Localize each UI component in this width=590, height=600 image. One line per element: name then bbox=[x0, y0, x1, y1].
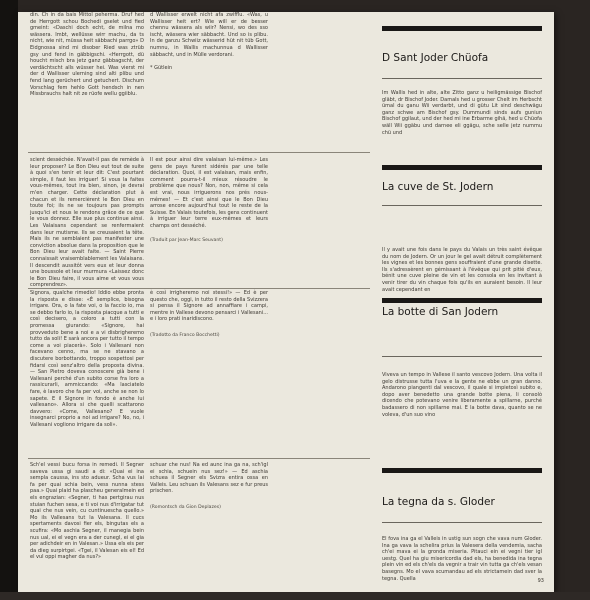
body-text-col3: El fova ina ga el Valleis in ustig sun sogn che vava num Gloder. Ina ga vava la schelira prius la Valesera della vendemia, sacha ch'ei mava ei la gronda miseria. Pitauci ein ei vegni tier igl uestg. Quel ha giu misericordia dad els, ha benedida ina tegna plein vin ed els ch'els da vegnir a trair vin tutta ga ch'els vesan basegns. Mo el vava scumandau ad els strictamein dad sver la tegna. Quella bbox=[382, 536, 542, 582]
section-title: D Sant Joder Chüofa bbox=[382, 52, 489, 64]
title-rule-thin bbox=[382, 78, 542, 79]
body-text-col2 bbox=[150, 290, 268, 340]
title-rule-thick bbox=[382, 26, 542, 31]
table-surface bbox=[0, 592, 590, 600]
paragraph: è così irrigheremo noi stessi!» — Ed è per questo che, oggi, in tutto il resto della Svizzera si pensa il Signore ad annaffiare i campi, mentre in Vallese devono pensarci i Vallesani... e i loro prati inaridiscono. bbox=[150, 290, 268, 323]
translator-credit: (Traduit par Jean-Marc Seuvant) bbox=[150, 237, 223, 243]
title-rule-thick bbox=[382, 298, 542, 303]
section-divider bbox=[28, 458, 370, 459]
body-text-col3: Viveva un tempo in Vallese il santo vescovo Jodern. Una volta il gelo distrusse tutta l'uva e la gente ne ebbe un gran danno. Andarono piangenti dal vescovo, il quale si impietosì subito e, dopo aver benedetto una grande botte piena, li consolò dicendo che potevano venire liberamente a spillarne, purché badassero di non spillarne mai. E la botte dava, quanto se ne voleva, d'un suo vino bbox=[382, 372, 542, 418]
title-rule-thin bbox=[382, 205, 542, 206]
section-title: La botte di San Jodern bbox=[382, 306, 499, 318]
book-page bbox=[18, 12, 554, 592]
section-italian bbox=[18, 290, 554, 458]
translator-credit: (Romontsch da Gion Deplazes) bbox=[150, 504, 221, 510]
section-title: La tegna da s. Gloder bbox=[382, 496, 495, 508]
title-rule-thin bbox=[382, 356, 542, 357]
section-french bbox=[18, 157, 554, 293]
section-divider bbox=[28, 152, 370, 153]
body-text-col1: Signora, qualche rimedio! Iddio ebbe pronta la risposta e disse: «È semplice, bisogna irrigare. Ora, o la fate voi, o la faccio io, ma se debbo farlo io, la risposta piacque a tutti e così decisero, a coloro a tutti con la promessa giurando: «Signore, hai provveduto bene a noi e a vi disbrigheremo tutto da soli! E sarà ancora per tutto il tempo come a voi piacerà». Solo i Vallesani non facevano cenno, ma se ne stavano a discutere borbottando, troppo sospettosi per fidarsi così senz'altro della proposta divina. — San Pietro doveva conoscere già bene i Vallesani perché d'un subito corse fra loro a rassicurarli, ammiccando: «Ma lasciatelo fare, è lavoro che fa per voi, anche se non lo sapete. E il Signore in fondo è anche lui vallesano». Allora si che quelli scattarono davvero: «Come, Vallesano? E vuole insegnarci proprio a noi ad irrigare? No, no, i Vallesani vogliono irrigare da soli». bbox=[30, 290, 144, 428]
title-rule-thick bbox=[382, 468, 542, 473]
section-divider bbox=[28, 288, 370, 289]
body-text-col2 bbox=[150, 462, 268, 512]
body-text-col1: scient desséchée. N'avait-il pas de remède à leur proposer? Le Bon Dieu eut tout de suite à quoi s'en tenir et leur dit: C'est pourtant simple, il faut les irriguer! Si vous la faites vous-mêmes, tout ira bien, sinon, je devrai m'en charger. Cette déclaration plut à chacun et ils remercièrent le Bon Dieu en toute foi; ils ne se toujours pas prompts jusqu'ici et nous le rendons grâce de ce que le vous donnez. Elle sue plus continue ainsi. Les Valaisans cependant se renfermaient dans leur mutisme. Ils se creusaient la tête. Mais ils ne semblaient pas manifester une conviction absolue dans la proposition que le Bon Dieu leur avait faite. — Saint Pierre connaissait vraisemblablement les Valaisans. Il descendit aussitôt vers eux et leur donna une boussole et leur murmura «Laissez donc le Bon Dieu faire, il vous aime et vous vous comprendrez». bbox=[30, 157, 144, 289]
body-text-col1: Sch'el vessi bucu forsa in remedi. Il Segner saveva ussa gi saudi a di: «Quai ei ina sempla caussa, ins sto adueur. Scha vus lai fa per quai schia bein, vess nunna stess paa.» Quai plaid ha plascheu generalmein ed els engrazian: «Segner, ti has pertgirau nus stuian fuchen sesa, e ti voi nus d'irrigatar tut quai che nus vein, cu cuntinuescha quello.» Mo ils Vallesans tut la Valesana. Il cucs spertaments davosi fier els, bingutas els a scufira: «Mo aschia Segner, il manegia bein nus ual, ei el vegn era a der cunegl, ei el gia per adichdeir en in Valesan.» Ussa els eis per da dieg surpirtgei. «Tgei, il Valesan eis el! Ed el vul oppi magher da nus?» bbox=[30, 462, 144, 561]
body-text-col2: d Wallisser erwelt nicht afa zwifflu. «Was, u Wallisser heit ert? Wie will er de besser chennu wässera als wiir? Nensi, wo des sso ischt, wässera wier säbbacht. Und so is plibu. In de ganzu Schwiiz wässerid hüt nit tüb Gott, numnu, in Wallis machunnua d Wallisser säbbacht, und in Mülle verdorani. * Gütlein bbox=[150, 12, 268, 71]
body-text-col3: Il y avait une fois dans le pays du Valais un très saint évêque du nom de Jodern. Or un jour le gel avait détruit complètement les vignes et les bonnes gens souffraient d'une grande disette. Ils s'adressèrent en gémissant à l'évêque qui prit pitié d'eux, bénit une cuve pleine de vin et les consola en les invitant à venir tirer du vin chaque fois qu'ils en auraient besoin. Il leur avait cependant en bbox=[382, 247, 542, 293]
paragraph: Il est pour ainsi dire valaisan lui-même.» Les gens de pays furent sidérés par une telle déclaration. Quoi, il est valaisan, mais enfin, comment pourra-t-il mieux résoudre le problème que nous? Non, non, même si cela est vrai, nous irriguerons nos prés nous-mêmes! — Et c'est ainsi que le Bon Dieu arrose encore aujourd'hui tout le reste de la Suisse. En Valais toutefois, les gens continuent à irriguer leur terre eux-mêmes et leurs champs ont desséché. bbox=[150, 157, 268, 229]
page-number: 93 bbox=[537, 578, 544, 584]
body-text-col1: din. Ch in da bais Mittol peherma. Druf hed de Herrgott schou Bochedi gselet und fied gmeint: «Daschi doch echt, de milna mo wässera. Imbt, wellüsse wirr machu, da ts nicht, wie nit, müssa heit säbbachi parrgo» D Eidgnossa sind mi disober Ried was ztrüb gsy und fend in gäbbigschi. «Herrgott, dü houcht misch bra jetz ganz gäbbagscht, der verdächtscht alls wüsser hei. Was vierst mi der d Wallisser ulerning sind alti plibu und fend lang gerüchert und getuchert. Dischum Vorschlag fem hehlo Gott hendsch in nen Missbrauchs halt nit ze rüofe wellu ggiiblu. bbox=[30, 12, 144, 98]
book-spine-shadow bbox=[0, 0, 18, 600]
section-title: La cuve de St. Jodern bbox=[382, 181, 494, 193]
body-text-col3: Im Wallis hed in alte, alte Zitto ganz u heiligmässige Bischof gläbt, dr Bischof Joder. Damals hed u grosser Chelt im Herbscht ümal du ganu Wii verdarbt, und di gütu Lit sind deschwägu ganz schwe am Bischof gsy. Dummundi sinds aufs guniun Bischof ggilaut, und der hed mi ine Erbarme gihä, hed u Chüofa wäll Wii ggäbu und darnee eli ggägu, sche selle jetz nummu chü und bbox=[382, 90, 542, 136]
section-german bbox=[18, 12, 554, 148]
paragraph: schuar che nus! Na ed aunc ina ga na, sch'igl ei schia, schuein nus sez!» — Ed aschia schuea il Segner els Svizra entira ossa en Valleis. Leu schuan ils Valesans sez e fur preus prischen. bbox=[150, 462, 268, 495]
body-text-col2 bbox=[150, 157, 268, 244]
title-rule-thin bbox=[382, 522, 542, 523]
section-romansh bbox=[18, 462, 554, 592]
title-rule-thick bbox=[382, 165, 542, 170]
translator-credit: (Tradotto da Franco Bocchetti) bbox=[150, 332, 220, 338]
